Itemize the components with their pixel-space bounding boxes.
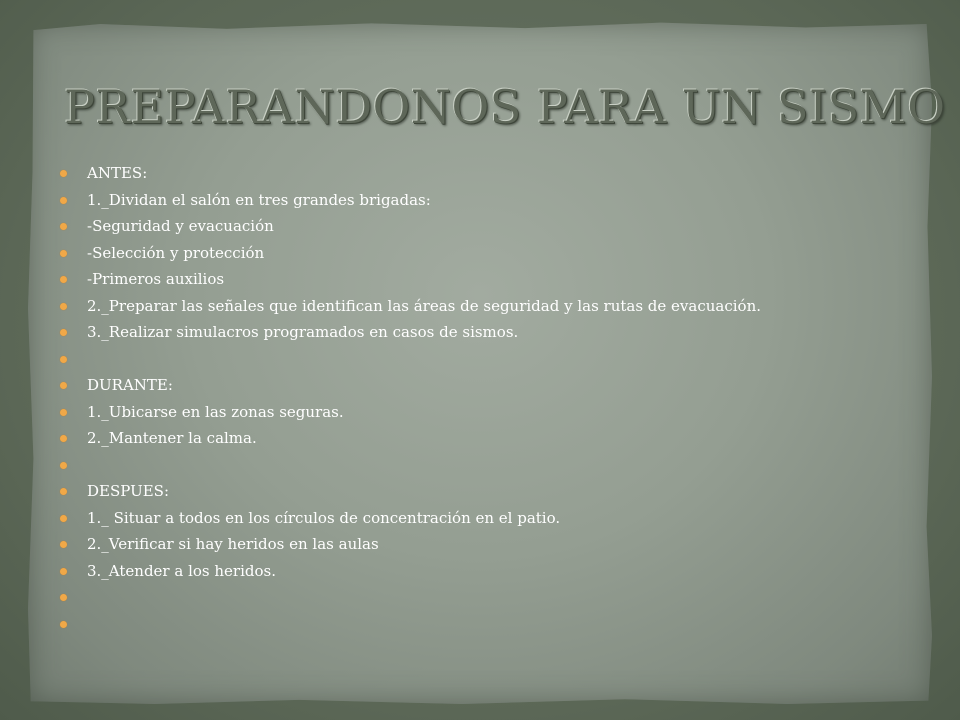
bullet-item (60, 478, 920, 505)
bullet-dot-icon (60, 276, 67, 283)
bullet-item (60, 558, 920, 585)
bullet-dot-icon (60, 250, 67, 257)
bullet-dot-icon (60, 594, 67, 601)
bullet-text: -Selección y protección (87, 243, 265, 262)
bullet-text: 3._Realizar simulacros programados en casos de sismos. (87, 323, 519, 341)
bullet-text: -Seguridad y evacuación (87, 217, 274, 235)
bullet-item (60, 293, 920, 320)
bullet-dot-icon (60, 515, 67, 522)
bullet-dot-icon (60, 462, 67, 469)
bullet-item (60, 160, 920, 187)
bullet-dot-icon (60, 621, 67, 628)
bullet-item (60, 399, 920, 426)
bullet-dot-icon (60, 541, 67, 548)
bullet-item (60, 213, 920, 240)
bullet-dot-icon (60, 568, 67, 575)
bullet-item (60, 187, 920, 214)
bullet-text: 2._Mantener la calma. (87, 429, 257, 447)
bullet-text: 1._Dividan el salón en tres grandes brigadas: (87, 190, 431, 209)
bullet-dot-icon (60, 382, 67, 389)
bullet-dot-icon (60, 409, 67, 416)
bullet-item (60, 531, 920, 558)
bullet-dot-icon (60, 303, 67, 310)
bullet-text: 2._Preparar las señales que identifican las áreas de seguridad y las rutas de evacuación. (87, 296, 762, 315)
bullet-item-empty (60, 611, 920, 638)
slide-title: PREPARANDONOS PARA UN SISMO (64, 80, 946, 134)
bullet-item (60, 319, 920, 346)
bullet-dot-icon (60, 329, 67, 336)
bullet-dot-icon (60, 488, 67, 495)
bullet-item-empty (60, 346, 920, 373)
bullet-dot-icon (60, 435, 67, 442)
bullet-text: 3._Atender a los heridos. (87, 561, 276, 580)
bullet-dot-icon (60, 356, 67, 363)
bullet-text: DURANTE: (87, 376, 173, 394)
bullet-text: 2._Verificar si hay heridos en las aulas (87, 535, 379, 553)
bullet-dot-icon (60, 170, 67, 177)
bullet-item (60, 505, 920, 532)
bullet-text: ANTES: (87, 164, 148, 182)
bullet-text: DESPUES: (87, 482, 170, 500)
bullet-list (60, 160, 920, 637)
bullet-dot-icon (60, 223, 67, 230)
bullet-text: 1._Ubicarse en las zonas seguras. (87, 402, 344, 421)
bullet-item (60, 266, 920, 293)
bullet-item (60, 425, 920, 452)
bullet-text: 1._ Situar a todos en los círculos de concentración en el patio. (87, 508, 561, 527)
bullet-text: -Primeros auxilios (87, 270, 225, 288)
bullet-item (60, 372, 920, 399)
bullet-item (60, 240, 920, 267)
bullet-item-empty (60, 584, 920, 611)
bullet-item-empty (60, 452, 920, 479)
bullet-dot-icon (60, 197, 67, 204)
